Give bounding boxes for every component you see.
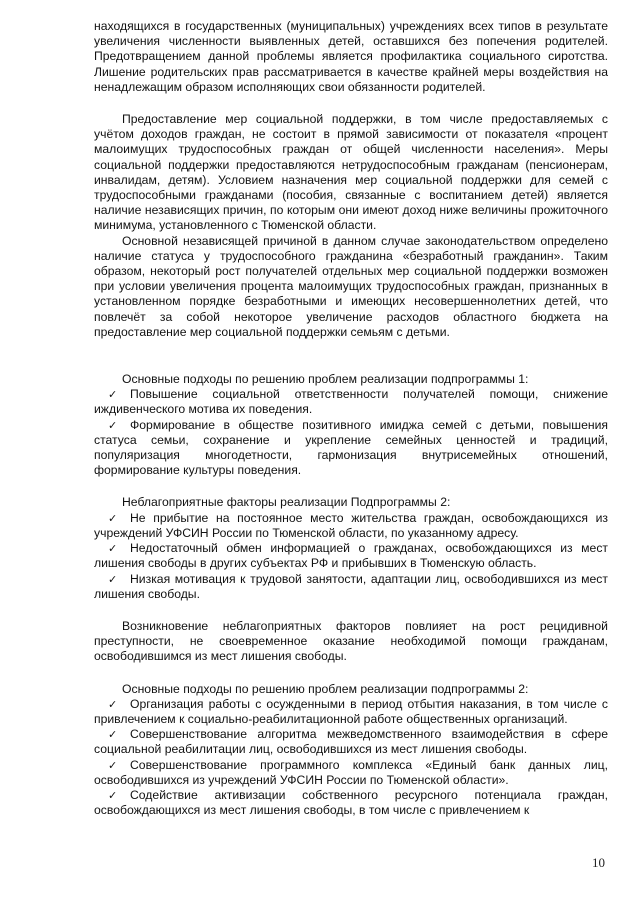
section-heading-approaches-1: Основные подходы по решению проблем реализации подпрограммы 1: xyxy=(122,372,529,387)
page-number: 10 xyxy=(592,855,605,870)
checkmark-icon: ✓ xyxy=(108,697,118,711)
checkmark-icon: ✓ xyxy=(108,572,118,586)
paragraph-unemployed-status: Основной независящей причиной в данном случае законодательством определено наличие статуса у трудоспособного гражданина «безработный гражданин». Таким образом, некоторый рост получателей отдельных мер социальной поддержки возможен при условии увеличения процента малоимущих трудоспособных граждан, признанных в установленном порядке безработными и имеющих несовершеннолетних детей, что повлечёт за собой некоторое увеличение расходов областного бюджета на предоставление мер социальной поддержки семьям с детьми. xyxy=(94,233,608,339)
list-item: ✓ Не прибытие на постоянное место жительства граждан, освобождающихся из учреждений УФСИН России по Тюменской области, по указанному адресу. xyxy=(94,510,608,540)
checkmark-icon: ✓ xyxy=(108,418,118,432)
checkmark-icon: ✓ xyxy=(108,788,118,802)
checkmark-icon: ✓ xyxy=(108,388,118,402)
paragraph-consequences: Возникновение неблагоприятных факторов повлияет на рост рецидивной преступности, не своевременное оказание необходимой помощи гражданам, освободившимся из мест лишения свободы. xyxy=(94,618,608,664)
page-content xyxy=(94,19,608,818)
checkmark-icon: ✓ xyxy=(108,728,118,742)
checkmark-icon: ✓ xyxy=(108,542,118,556)
list-item: ✓ Повышение социальной ответственности получателей помощи, снижение иждивенческого мотива их поведения. xyxy=(94,387,608,417)
paragraph-continuation: находящихся в государственных (муниципальных) учреждениях всех типов в результате увеличения численности выявленных детей, оставшихся без попечения родителей. Предотвращением данной проблемы является профилактика социального сиротства. Лишение родительских прав рассматривается в качестве крайней меры воздействия на ненадлежащим образом исполняющих свои обязанности родителей. xyxy=(94,19,608,94)
list-item: ✓ Совершенствование алгоритма межведомственного взаимодействия в сфере социальной реабилитации лиц, освободившихся из мест лишения свободы. xyxy=(94,727,608,757)
list-item: ✓ Низкая мотивация к трудовой занятости, адаптации лиц, освободившихся из мест лишения свободы. xyxy=(94,571,608,601)
list-item: ✓ Недостаточный обмен информацией о гражданах, освобождающихся из мест лишения свободы в других субъектах РФ и прибывших в Тюменскую область. xyxy=(94,541,608,571)
checkmark-icon: ✓ xyxy=(108,758,118,772)
list-item: ✓ Формирование в обществе позитивного имиджа семей с детьми, повышения статуса семьи, сохранение и укрепление семейных ценностей и традиций, популяризация многодетности, гармонизация внутрисемейных отношений, формирование культуры поведения. xyxy=(94,417,608,478)
list-item: ✓ Содействие активизации собственного ресурсного потенциала граждан, освобождающихся из мест лишения свободы, в том числе с привлечением к xyxy=(94,787,608,818)
section-heading-approaches-2: Основные подходы по решению проблем реализации подпрограммы 2: xyxy=(122,681,529,696)
list-item: ✓ Совершенствование программного комплекса «Единый банк данных лиц, освободившихся из учреждений УФСИН России по Тюменской области». xyxy=(94,757,608,787)
section-heading-adverse-factors-2: Неблагоприятные факторы реализации Подпрограммы 2: xyxy=(122,495,451,510)
list-item: ✓ Организация работы с осужденными в период отбытия наказания, в том числе с привлечением к социально-реабилитационной работе общественных организаций. xyxy=(94,696,608,726)
paragraph-social-support: Предоставление мер социальной поддержки, в том числе предоставляемых с учётом доходов граждан, не состоит в прямой зависимости от показателя «процент малоимущих трудоспособных граждан от общей численности населения». Меры социальной поддержки предоставляются нетрудоспособным гражданам (пенсионерам, инвалидам, детям). Условием назначения мер социальной поддержки для семей с трудоспособными гражданами (пособия, связанные с воспитанием детей) является наличие независящих причин, по которым они имеют доход ниже величины прожиточного минимума, установленного с Тюменской области. xyxy=(94,112,608,233)
checkmark-icon: ✓ xyxy=(108,511,118,525)
